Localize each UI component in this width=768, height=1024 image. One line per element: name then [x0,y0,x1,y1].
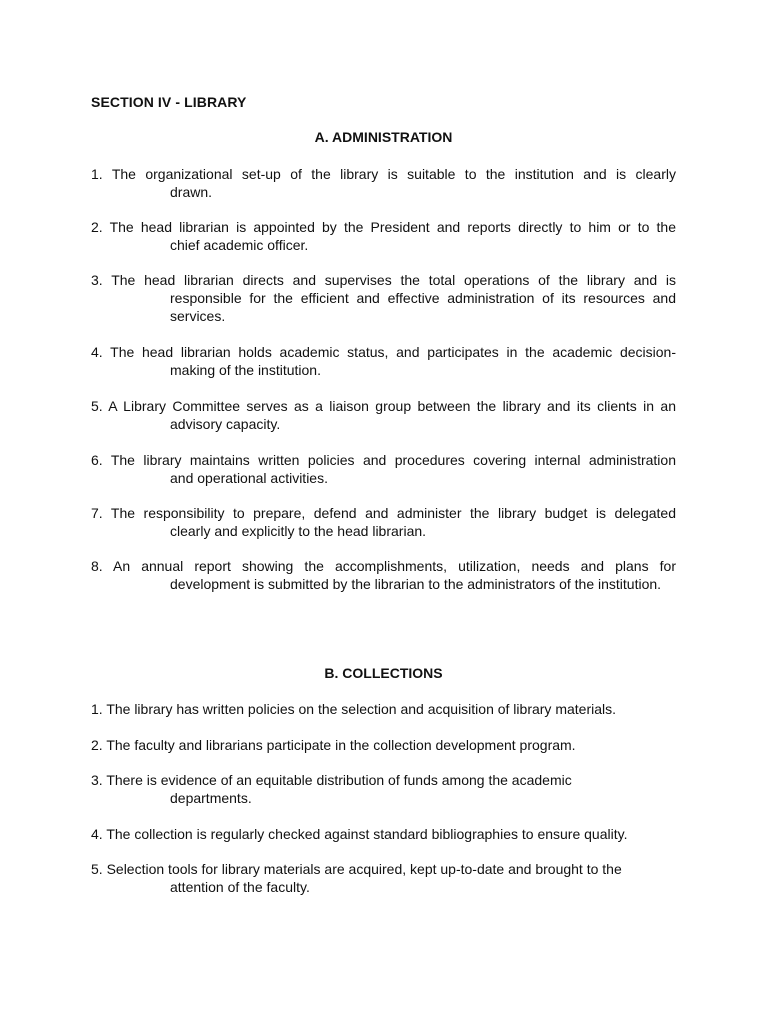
heading-administration: A. ADMINISTRATION [314,129,453,145]
collections-item-4-first-line: 4. The collection is regularly checked against standard bibliographies to ensure quality. [91,826,628,842]
collections-item-5 [91,860,676,896]
collections-item-5-continuation: attention of the faculty. [170,879,310,895]
admin-item-1 [91,165,676,201]
admin-item-4 [91,343,676,379]
admin-item-6-first-line: 6. The library maintains written policies and procedures covering internal administration [91,452,676,468]
admin-item-4-first-line: 4. The head librarian holds academic status, and participates in the academic decision- [91,344,676,360]
collections-item-3 [91,771,676,807]
collections-item-1-first-line: 1. The library has written policies on the selection and acquisition of library materials. [91,701,616,717]
collections-item-2 [91,736,676,754]
admin-item-8-continuation: development is submitted by the librarian to the administrators of the institution. [170,576,662,592]
admin-item-1-continuation: drawn. [170,184,213,200]
admin-item-6 [91,451,676,487]
admin-item-2-first-line: 2. The head librarian is appointed by the President and reports directly to him or to the [91,219,676,235]
admin-item-4-continuation: making of the institution. [170,362,321,378]
collections-item-3-first-line: 3. There is evidence of an equitable distribution of funds among the academic [91,772,572,788]
admin-item-3-continuation: responsible for the efficient and effective administration of its resources and services. [170,290,676,324]
admin-item-5 [91,397,676,433]
admin-item-3 [91,271,676,325]
admin-item-5-continuation: advisory capacity. [170,416,281,432]
admin-item-2-continuation: chief academic officer. [170,237,309,253]
admin-item-6-continuation: and operational activities. [170,470,328,486]
admin-item-8 [91,557,676,593]
admin-item-2 [91,218,676,254]
admin-item-7-first-line: 7. The responsibility to prepare, defend and administer the library budget is delegated [91,505,676,521]
admin-item-5-first-line: 5. A Library Committee serves as a liaison group between the library and its clients in an [91,398,676,414]
collections-item-4 [91,825,676,843]
admin-item-7 [91,504,676,540]
admin-item-7-continuation: clearly and explicitly to the head librarian. [170,523,427,539]
section-title: SECTION IV - LIBRARY [91,94,247,110]
admin-item-1-first-line: 1. The organizational set-up of the library is suitable to the institution and is clearly [91,166,676,182]
admin-item-3-first-line: 3. The head librarian directs and supervises the total operations of the library and is [91,272,676,288]
collections-item-5-first-line: 5. Selection tools for library materials are acquired, kept up-to-date and brought to the [91,861,622,877]
collections-item-1 [91,700,676,718]
collections-item-2-first-line: 2. The faculty and librarians participate in the collection development program. [91,737,576,753]
admin-item-8-first-line: 8. An annual report showing the accomplishments, utilization, needs and plans for [91,558,676,574]
heading-collections: B. COLLECTIONS [324,665,443,681]
collections-item-3-continuation: departments. [170,790,252,806]
